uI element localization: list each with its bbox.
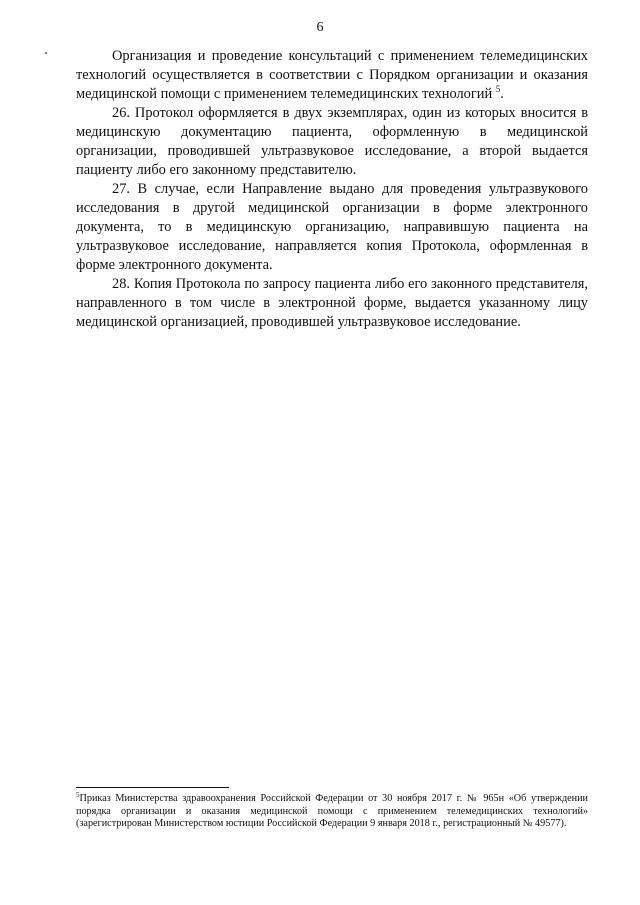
paragraph-text: Организация и проведение консультаций с применением телемедицинских технологий осуществляется в соответствии с Порядком организации и оказания медицинской помощи с применением телемедицинских технологий [76,48,588,102]
footnote-separator [76,787,229,788]
paragraph-tail: . [500,86,504,102]
paragraph-27: 27. В случае, если Направление выдано для проведения ультразвукового исследования в другой медицинской организации в форме электронного документа, то в медицинскую организацию, направившую пациента на ультразвуковое исследование, направляется копия Протокола, оформленная в форме электронного документа. [76,181,588,273]
paragraph-telemedicine [76,47,588,104]
paragraph-26: 26. Протокол оформляется в двух экземплярах, один из которых вносится в медицинскую документацию пациента, оформленную в медицинской организации, проводившей ультразвуковое исследование, а второй выдается пациенту либо его законному представителю. [76,105,588,178]
footnote [76,793,588,831]
paragraph-28: 28. Копия Протокола по запросу пациента либо его законного представителя, направленного в том числе в электронной форме, выдается указанному лицу медицинской организацией, проводившей ультразвуковое исследование. [76,276,588,330]
footnote-marker: 5 [76,791,80,799]
footnote-text: Приказ Министерства здравоохранения Российской Федерации от 30 ноября 2017 г. № 965н «Об утверждении порядка организации и оказания медицинской помощи с применением телемедицинских технологий» (зарегистрирован Министерством юстиции Российской Федерации 9 января 2018 г., регистрационный № 49577). [76,793,588,830]
page-number: 6 [316,20,324,35]
footnote-reference: 5 [495,84,501,94]
body-text [76,47,588,332]
scan-speck [45,52,47,54]
